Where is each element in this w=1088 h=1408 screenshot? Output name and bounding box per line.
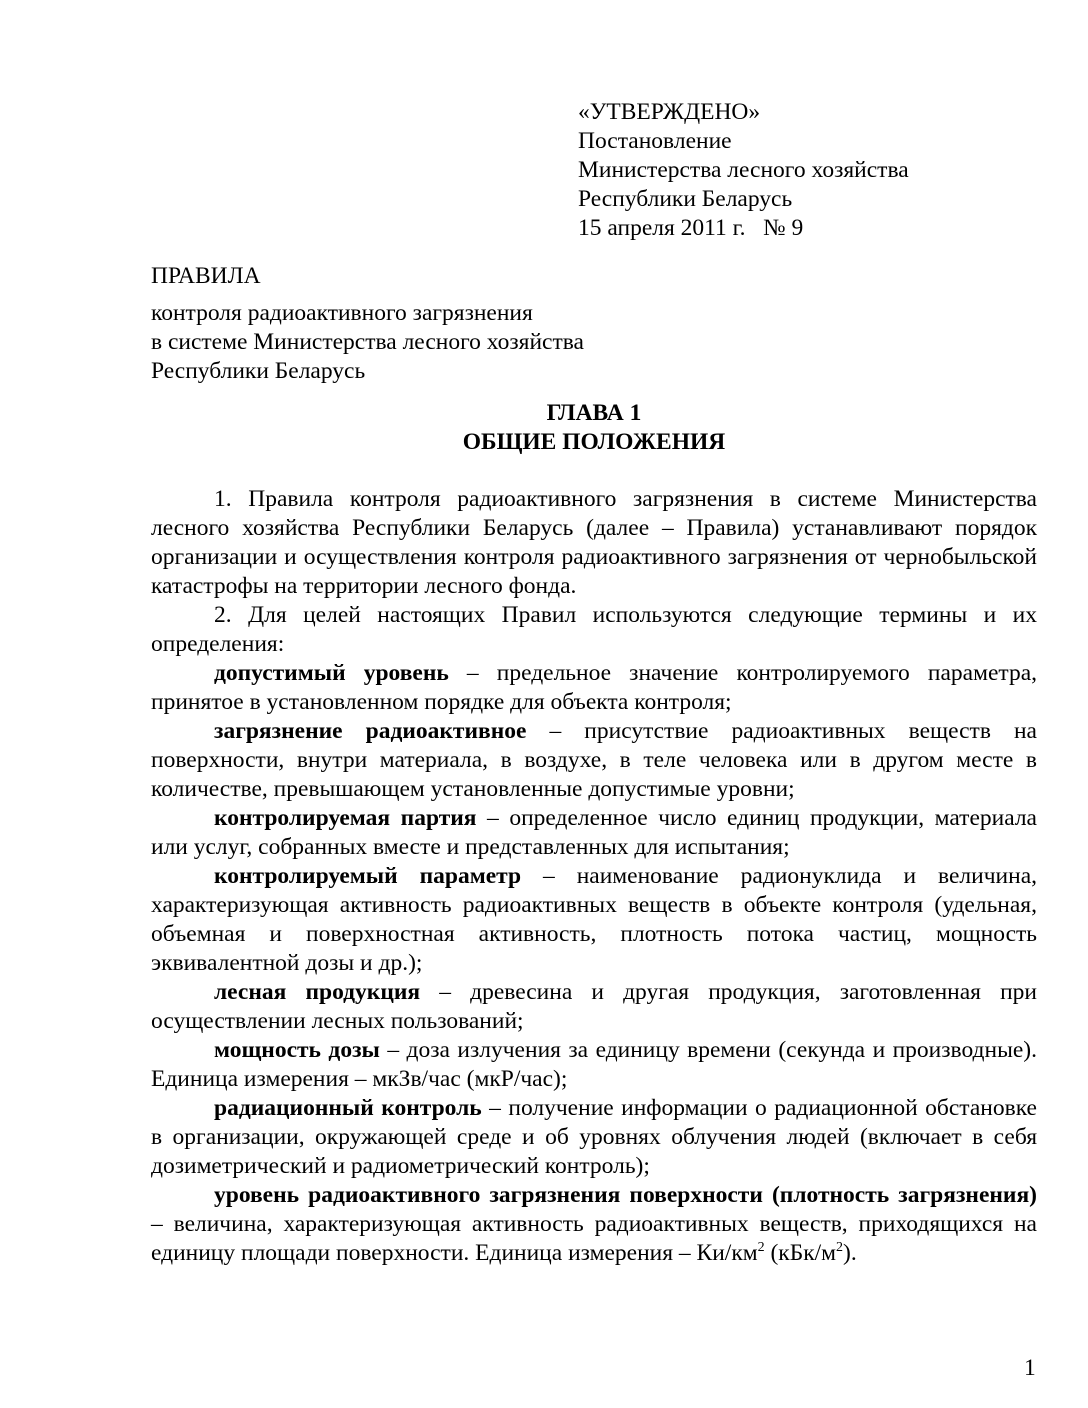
term-definition-last [151, 1181, 1037, 1268]
approval-line-1: Постановление [578, 128, 732, 154]
definition: – доза излучения за единицу времени (секунда и производные). Единица измерения – мкЗв/час (мкР/час); [151, 1037, 1037, 1092]
term: мощность дозы [214, 1037, 380, 1063]
superscript-1: 2 [757, 1240, 765, 1255]
document-body [151, 485, 1037, 1268]
definition: – определенное число единиц продукции, материала или услуг, собранных вместе и представленных для испытания; [151, 805, 1037, 860]
document-title [151, 262, 584, 386]
paragraph-1: 1. Правила контроля радиоактивного загрязнения в системе Министерства лесного хозяйства Республики Беларусь (далее – Правила) устанавливают порядок организации и осуществления контроля радиоактивного загрязнения от чернобыльской катастрофы на территории лесного фонда. [151, 486, 1037, 599]
definition: – древесина и другая продукция, заготовленная при осуществлении лесных пользований; [151, 979, 1037, 1034]
term-definition [151, 659, 1037, 717]
superscript-2: 2 [836, 1240, 844, 1255]
approval-date: 15 апреля 2011 г. № 9 [578, 215, 804, 241]
chapter-heading [151, 399, 1037, 457]
title-sub-2: в системе Министерства лесного хозяйства [151, 329, 584, 355]
approval-line-2: Министерства лесного хозяйства [578, 157, 909, 183]
term: лесная продукция [214, 979, 421, 1005]
title-sub-3: Республики Беларусь [151, 358, 366, 384]
definition: – наименование радионуклида и величина, характеризующая активность радиоактивных веществ в объекте контроля (удельная, объемная и поверхностная активность, плотность потока частиц, мощность эквивалентной дозы и др.); [151, 863, 1037, 976]
term: загрязнение радиоактивное [214, 718, 527, 744]
term: допустимый уровень [214, 660, 449, 686]
term-definition [151, 862, 1037, 978]
chapter-name: ОБЩИЕ ПОЛОЖЕНИЯ [462, 429, 726, 455]
term-definition [151, 804, 1037, 862]
title-sub-1: контроля радиоактивного загрязнения [151, 300, 533, 326]
paragraph-2: 2. Для целей настоящих Правил используются следующие термины и их определения: [151, 602, 1037, 657]
approval-stamp: «УТВЕРЖДЕНО» [578, 99, 761, 125]
definition-part-2: (кБк/м [764, 1240, 837, 1266]
term-definition [151, 1036, 1037, 1094]
term-definition [151, 978, 1037, 1036]
definition: – присутствие радиоактивных веществ на поверхности, внутри материала, в воздухе, в теле человека или в другом месте в количестве, превышающем установленные допустимые уровни; [151, 718, 1037, 802]
term: радиационный контроль [214, 1095, 482, 1121]
term-definition [151, 1094, 1037, 1181]
approval-line-3: Республики Беларусь [578, 186, 793, 212]
definition-part-3: ). [843, 1240, 857, 1266]
term-definition [151, 717, 1037, 804]
page-number: 1 [1024, 1355, 1036, 1381]
title-main: ПРАВИЛА [151, 263, 261, 289]
term: контролируемая партия [214, 805, 477, 831]
term: уровень радиоактивного загрязнения поверхности (плотность загрязнения) [214, 1182, 1037, 1208]
definition: – получение информации о радиационной обстановке в организации, окружающей среде и об уровнях облучения людей (включает в себя дозиметрический и радиометрический контроль); [151, 1095, 1037, 1179]
definition-part-1: – величина, характеризующая активность радиоактивных веществ, приходящихся на единицу площади поверхности. Единица измерения – Ки/км [151, 1211, 1037, 1266]
chapter-number: ГЛАВА 1 [546, 400, 642, 426]
approval-block [578, 98, 909, 243]
term: контролируемый параметр [214, 863, 522, 889]
definition: – предельное значение контролируемого параметра, принятое в установленном порядке для объекта контроля; [151, 660, 1037, 715]
